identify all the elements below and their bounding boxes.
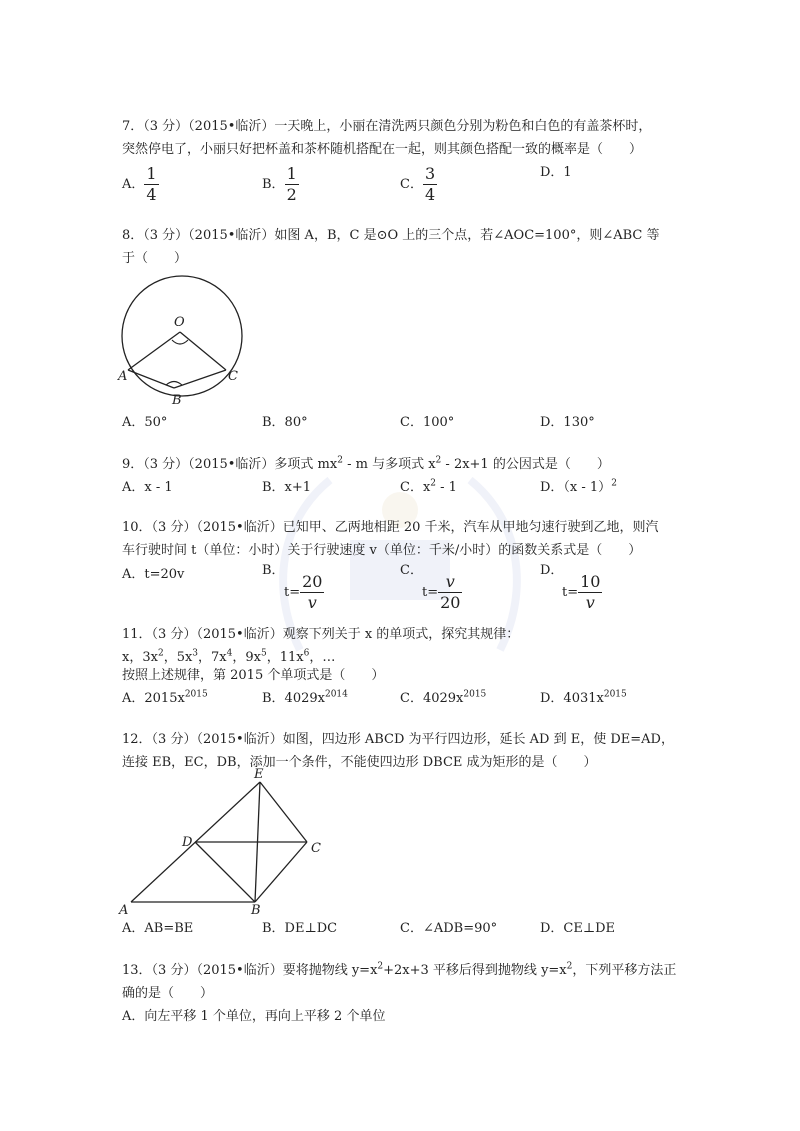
q7-option-d: D．1 [540, 165, 572, 180]
q12-label-e: E [254, 768, 264, 782]
q11-option-a: A．$2015x^{2015}$ [122, 689, 208, 706]
q8-option-d: D．130° [540, 415, 595, 430]
q10-option-b: B． t= $\frac{20}{v}$ [262, 563, 323, 612]
q8-label-b: B [172, 393, 182, 408]
q8-option-a: A．50° [122, 415, 168, 430]
q9-option-d: D．（x - 1）$^2$ [540, 478, 617, 495]
q13-stem-line1: 13．（3 分）（2015•临沂）要将抛物线 $y=x^2+2x+3$ 平移后得到抛物线 $y=x^2$，下列平移方法正 [122, 961, 677, 978]
q11-stem-line1: 11．（3 分）（2015•临沂）观察下列关于 x 的单项式，探究其规律： [122, 627, 520, 642]
q13-option-a: A．向左平移 1 个单位，再向上平移 2 个单位 [122, 1009, 386, 1024]
q11-stem-line3: 按照上述规律，第 2015 个单项式是（ ） [122, 668, 385, 683]
q7-option-a: A． $\frac{1}{4}$ [122, 164, 157, 204]
q8-option-c: C．100° [400, 415, 455, 430]
q12-label-d: D [182, 835, 193, 850]
q12-option-b: B．DE⊥DC [262, 921, 338, 936]
q7-stem-line2: 突然停电了，小丽只好把杯盖和茶杯随机搭配在一起，则其颜色搭配一致的概率是（ ） [122, 142, 643, 157]
q9-option-a: A．x - 1 [122, 480, 173, 495]
q7-option-b: B． $\frac{1}{2}$ [262, 164, 297, 204]
q12-label-c: C [311, 841, 321, 856]
q12-stem-line1: 12．（3 分）（2015•临沂）如图，四边形 ABCD 为平行四边形，延长 AD 到 E，使 DE=AD， [122, 732, 674, 747]
q9-option-c: C．$x^2 - 1$ [400, 478, 457, 495]
q12-option-a: A．AB=BE [122, 921, 194, 936]
q11-option-b: B．$4029x^{2014}$ [262, 689, 348, 706]
q10-stem-line1: 10．（3 分）（2015•临沂）已知甲、乙两地相距 20 千米，汽车从甲地匀速行驶到乙地，则汽 [122, 520, 659, 535]
q11-option-d: D．$4031x^{2015}$ [540, 689, 627, 706]
q12-option-c: C．∠ADB=90° [400, 921, 498, 936]
q7-option-c: C． $\frac{3}{4}$ [400, 164, 436, 204]
q8-circle-figure [112, 270, 252, 412]
q10-option-d: D． t= $\frac{10}{v}$ [540, 563, 601, 612]
q8-option-b: B．80° [262, 415, 308, 430]
q10-option-c: C． t= $\frac{v}{20}$ [400, 563, 461, 612]
q10-stem-line2: 车行驶时间 t（单位：小时）关于行驶速度 v（单位：千米/小时）的函数关系式是（ ） [122, 543, 642, 558]
q10-option-a: A．t=20v [122, 567, 185, 582]
q12-label-b: B [251, 903, 261, 918]
q12-stem-line2: 连接 EB，EC，DB，添加一个条件，不能使四边形 DBCE 成为矩形的是（ ） [122, 755, 597, 770]
q9-option-b: B．x+1 [262, 480, 312, 495]
q8-label-o: O [174, 315, 185, 330]
q7-stem-line1: 7．（3 分）（2015•临沂）一天晚上，小丽在清洗两只颜色分别为粉色和白色的有盖茶杯时， [122, 119, 652, 134]
q12-label-a: A [119, 903, 129, 918]
q9-stem: 9．（3 分）（2015•临沂）多项式 $mx^2$ - m 与多项式 $x^2 - 2x+1$ 的公因式是（ ） [122, 455, 610, 472]
q11-sequence: x，$3x^2$，$5x^3$，$7x^4$，$9x^5$，$11x^6$，… [122, 648, 336, 665]
q8-stem-line1: 8．（3 分）（2015•临沂）如图 A，B，C 是⊙O 上的三个点，若∠AOC=100°，则∠ABC 等 [122, 228, 660, 243]
q11-option-c: C．$4029x^{2015}$ [400, 689, 487, 706]
q12-parallelogram-figure [115, 768, 335, 918]
q8-label-a: A [118, 369, 128, 384]
q12-option-d: D．CE⊥DE [540, 921, 615, 936]
q13-stem-line2: 确的是（ ） [122, 986, 214, 1001]
q8-label-c: C [228, 369, 238, 384]
q8-stem-line2: 于（ ） [122, 251, 188, 266]
